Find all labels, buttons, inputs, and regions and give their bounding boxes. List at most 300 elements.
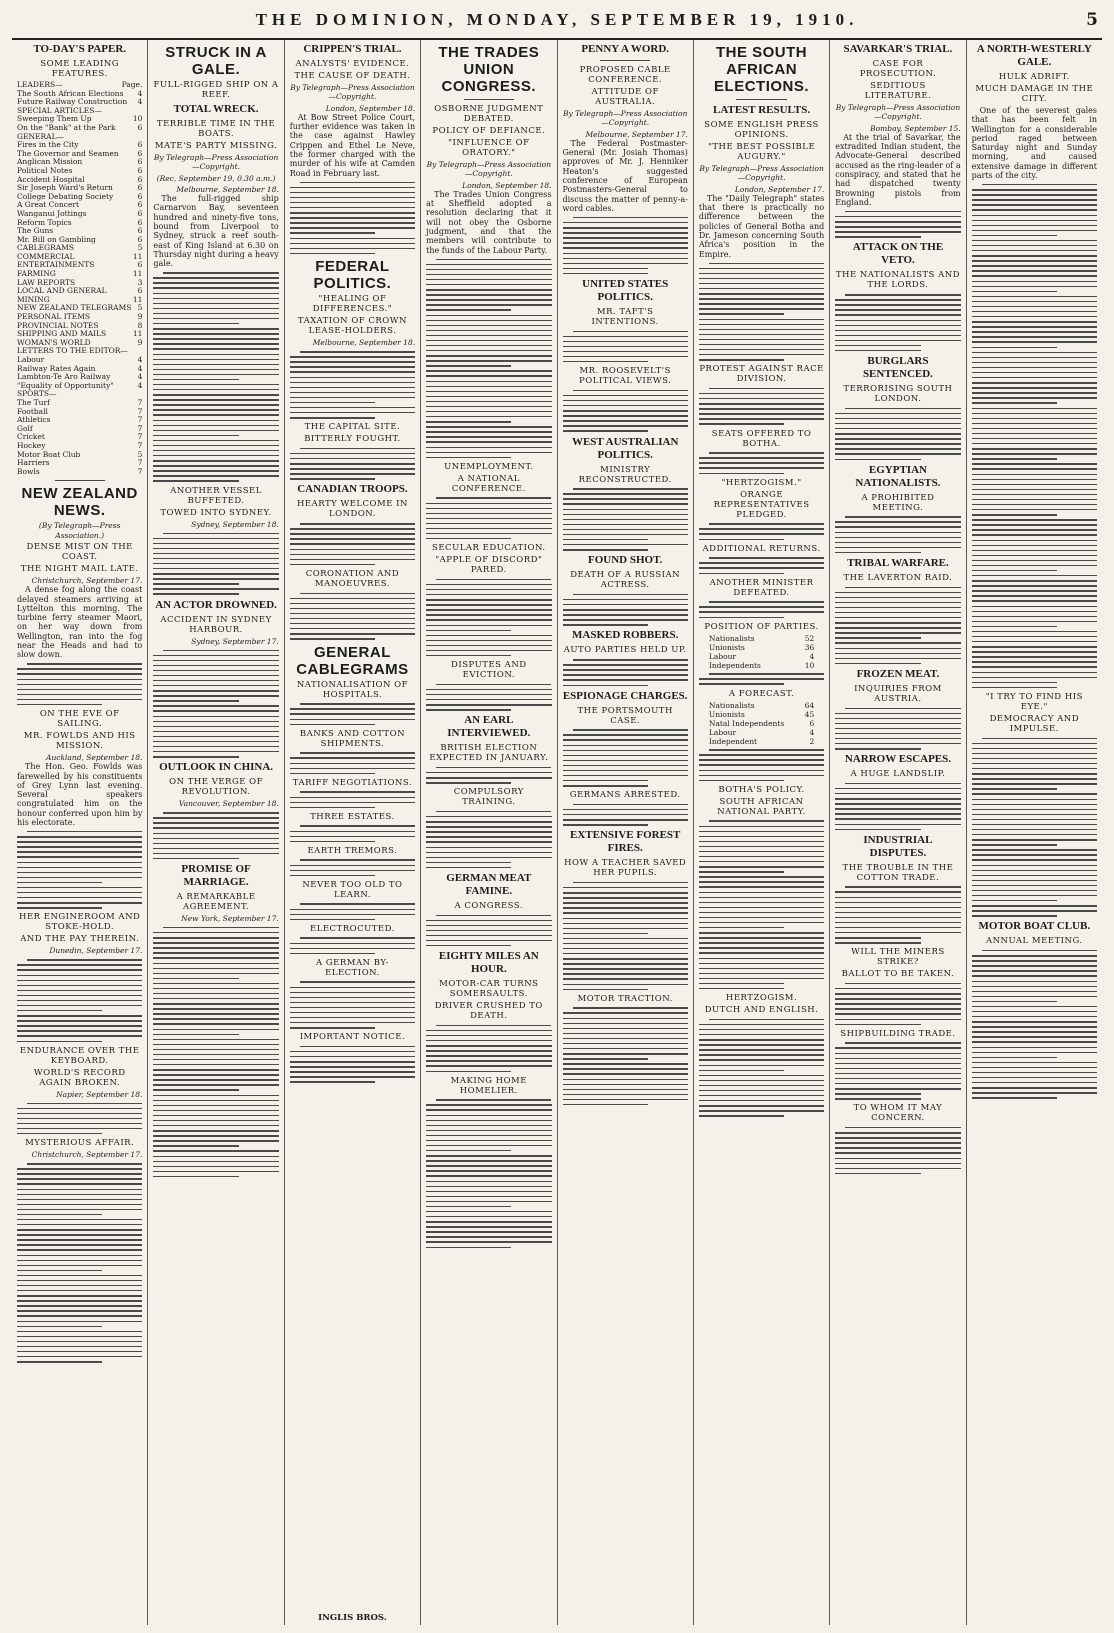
text-line <box>153 460 278 461</box>
text-line <box>699 528 824 529</box>
text-line <box>300 523 415 524</box>
text-line <box>972 194 1097 195</box>
text-line <box>835 824 960 825</box>
text-line <box>563 493 688 494</box>
nz-news-heading: NEW ZEALAND NEWS. <box>21 485 138 520</box>
text-line <box>563 361 648 362</box>
text-line <box>972 965 1097 966</box>
text-line <box>290 248 415 249</box>
sa-credit: By Telegraph—Press Association—Copyright. <box>699 164 824 183</box>
text-line <box>563 227 688 228</box>
text-line <box>426 528 551 529</box>
text-line <box>300 981 415 982</box>
text-line <box>845 1042 960 1043</box>
text-line <box>290 603 415 604</box>
text-line <box>972 590 1097 591</box>
text-line <box>835 547 960 548</box>
text-line <box>426 635 551 636</box>
text-line <box>153 1023 278 1024</box>
text-line <box>699 1095 824 1096</box>
text-line <box>426 841 551 842</box>
text-line <box>573 331 688 332</box>
text-line <box>699 988 784 989</box>
text-line <box>972 291 1057 292</box>
text-line <box>153 1125 278 1126</box>
text-line <box>699 273 824 274</box>
text-line <box>972 646 1097 647</box>
text-line <box>563 514 688 515</box>
text-line <box>972 595 1097 596</box>
text-line <box>426 315 551 316</box>
text-line <box>563 1038 688 1039</box>
marriage-sub: A REMARKABLE AGREEMENT. <box>176 892 256 912</box>
text-line <box>17 1321 142 1322</box>
text-line <box>972 560 1097 561</box>
text-line <box>972 215 1097 216</box>
text-line <box>972 433 1097 434</box>
text-line <box>563 679 688 680</box>
text-line <box>699 922 824 923</box>
index-page: 7 <box>137 423 143 433</box>
text-line <box>972 955 1097 956</box>
text-line <box>426 1170 551 1171</box>
text-line <box>426 1165 551 1166</box>
text-line <box>835 607 960 608</box>
text-line <box>153 705 278 706</box>
index-label: Sweeping Them Up <box>17 114 92 124</box>
robbers-heading: MASKED ROBBERS. <box>572 629 679 642</box>
text-line <box>972 616 1097 617</box>
never-heading: NEVER TOO OLD TO LEARN. <box>302 879 403 900</box>
text-line <box>563 887 688 888</box>
text-line <box>972 504 1097 505</box>
gale-heading: A NORTH-WESTERLY GALE. <box>976 43 1092 68</box>
text-line <box>290 187 415 188</box>
index-page: 6 <box>137 234 143 244</box>
text-line <box>426 355 551 356</box>
text-line <box>972 1011 1097 1012</box>
text-line <box>563 544 688 545</box>
osborne-heading: OSBORNE JUDGMENT DEBATED. <box>434 104 544 124</box>
text-line <box>153 593 238 594</box>
text-line <box>563 912 688 913</box>
text-line <box>972 768 1097 769</box>
text-line <box>699 278 824 279</box>
landslip-heading: A HUGE LANDSLIP. <box>850 769 946 780</box>
text-filler <box>699 388 824 425</box>
index-page: 5 <box>137 303 143 313</box>
text-line <box>153 741 278 742</box>
text-line <box>563 892 688 893</box>
text-line <box>699 1029 824 1030</box>
text-line <box>972 824 1097 825</box>
towed-heading: TOWED INTO SYDNEY. <box>160 507 272 518</box>
federal-heading: FEDERAL POLITICS. <box>313 258 392 293</box>
text-line <box>436 259 551 260</box>
text-line <box>699 413 824 414</box>
text-line <box>972 1072 1097 1073</box>
text-line <box>153 731 278 732</box>
text-line <box>972 514 1057 515</box>
text-line <box>972 773 1097 774</box>
text-line <box>563 1068 688 1069</box>
text-line <box>153 1140 278 1141</box>
text-line <box>290 1007 415 1008</box>
text-line <box>563 1104 648 1105</box>
text-line <box>835 713 960 714</box>
text-line <box>300 1046 415 1047</box>
text-line <box>699 1075 824 1076</box>
text-line <box>17 684 142 685</box>
ballot-heading: BALLOT TO BE TAKEN. <box>841 969 955 980</box>
text-line <box>972 778 1097 779</box>
text-line <box>709 263 824 264</box>
text-line <box>709 388 824 389</box>
text-line <box>153 932 278 933</box>
found-shot-heading: FOUND SHOT. <box>588 554 663 567</box>
text-line <box>699 897 824 898</box>
text-line <box>290 192 415 193</box>
text-line <box>426 1196 551 1197</box>
text-line <box>300 182 415 183</box>
text-line <box>563 614 688 615</box>
text-line <box>426 1201 551 1202</box>
text-line <box>835 1137 960 1138</box>
text-line <box>17 975 142 976</box>
text-line <box>972 524 1097 525</box>
index-label: The South African Elections <box>17 88 124 98</box>
text-line <box>972 235 1057 236</box>
text-line <box>290 356 415 357</box>
text-line <box>426 704 551 705</box>
index-label: PERSONAL ITEMS <box>17 312 91 322</box>
text-line <box>835 632 960 633</box>
text-line <box>972 316 1097 317</box>
text-line <box>972 849 1097 850</box>
text-line <box>27 959 142 960</box>
todays-paper-sub: SOME LEADING FEATURES. <box>40 59 120 79</box>
text-filler <box>699 557 824 574</box>
text-line <box>153 1018 278 1019</box>
conference-heading: A NATIONAL CONFERENCE. <box>451 473 526 494</box>
text-line <box>835 1098 920 1099</box>
text-line <box>845 516 960 517</box>
text-line <box>835 1063 960 1064</box>
text-line <box>835 1078 960 1079</box>
text-line <box>153 563 278 564</box>
text-line <box>845 783 960 784</box>
text-filler <box>153 272 278 482</box>
text-line <box>835 891 960 892</box>
text-line <box>835 325 960 326</box>
party-name: Independents <box>708 660 761 670</box>
text-line <box>972 960 1097 961</box>
mysterious-dateline: Christchurch, September 17. <box>31 1150 143 1160</box>
index-label: Golf <box>17 423 33 433</box>
text-line <box>972 1052 1097 1053</box>
text-line <box>153 323 238 324</box>
text-line <box>290 807 375 808</box>
text-line <box>972 392 1097 393</box>
party-seats: 10 <box>804 660 815 670</box>
text-line <box>563 780 648 781</box>
text-line <box>835 748 920 749</box>
text-line <box>17 1183 142 1184</box>
text-line <box>290 387 415 388</box>
index-label: FARMING <box>17 269 56 279</box>
index-label: SPECIAL ARTICLES— <box>17 105 102 115</box>
text-line <box>153 359 278 360</box>
disputes-heading: DISPUTES AND EVICTION. <box>451 660 527 681</box>
index-label: LEADERS— <box>17 80 63 89</box>
text-line <box>153 751 278 752</box>
text-line <box>153 1034 238 1035</box>
text-line <box>290 1066 415 1067</box>
text-line <box>17 1113 142 1114</box>
index-label: Lambton-Te Aro Railway <box>17 372 111 382</box>
text-line <box>153 420 278 421</box>
text-line <box>153 968 278 969</box>
text-line <box>153 414 278 415</box>
text-line <box>426 1181 551 1182</box>
text-line <box>153 298 278 299</box>
text-line <box>17 907 102 908</box>
text-line <box>972 458 1057 459</box>
cause-death-heading: THE CAUSE OF DEATH. <box>294 71 411 81</box>
index-label: Cricket <box>17 432 45 442</box>
text-line <box>153 348 278 349</box>
text-line <box>17 995 142 996</box>
text-line <box>563 405 688 406</box>
trades-text: The Trades Union Congress at Sheffield adopted a resolution declaring that it will not obey the Osborne judgment, and that the members will contribute to the funds of the Labour Party. <box>426 189 552 255</box>
text-line <box>835 798 960 799</box>
text-line <box>972 418 1097 419</box>
text-line <box>972 453 1097 454</box>
text-line <box>563 395 688 396</box>
index-label: Athletics <box>17 415 51 425</box>
text-line <box>17 1270 102 1271</box>
text-line <box>426 441 551 442</box>
table-row <box>699 701 824 710</box>
text-line <box>426 396 551 397</box>
text-line <box>290 1081 375 1082</box>
text-line <box>290 253 375 254</box>
text-line <box>17 1015 142 1016</box>
text-line <box>835 1073 960 1074</box>
text-line <box>563 968 688 969</box>
text-line <box>835 1019 960 1020</box>
text-line <box>563 669 688 670</box>
text-line <box>972 788 1057 789</box>
text-line <box>426 925 551 926</box>
text-line <box>153 578 278 579</box>
text-line <box>290 1076 415 1077</box>
motor-boat-heading: MOTOR BOAT CLUB. <box>978 920 1091 933</box>
index-page: 6 <box>137 148 143 158</box>
text-line <box>153 1013 278 1014</box>
text-line <box>835 1058 960 1059</box>
index-label: COMMERCIAL <box>17 251 75 261</box>
text-line <box>972 859 1097 860</box>
text-line <box>17 1305 142 1306</box>
text-filler <box>972 184 1097 688</box>
text-line <box>17 1326 102 1327</box>
text-line <box>290 943 415 944</box>
text-line <box>972 793 1097 794</box>
marriage-dateline: New York, September 17. <box>181 914 279 923</box>
text-line <box>17 1351 142 1352</box>
compulsory-heading: COMPULSORY TRAINING. <box>453 787 524 808</box>
text-line <box>563 599 688 600</box>
text-line <box>563 973 688 974</box>
text-line <box>699 678 824 679</box>
index-page: 11 <box>132 294 143 304</box>
text-filler <box>290 593 415 640</box>
text-line <box>290 538 415 539</box>
text-line <box>563 809 688 810</box>
text-line <box>426 857 551 858</box>
text-line <box>972 641 1097 642</box>
text-line <box>972 687 1057 688</box>
coronation-heading: CORONATION AND MANOEUVRES. <box>305 568 400 589</box>
text-line <box>699 912 824 913</box>
index-label: Mr. Bill on Gambling <box>17 234 96 244</box>
text-line <box>972 905 1097 906</box>
text-line <box>699 423 784 424</box>
text-line <box>972 362 1097 363</box>
text-line <box>426 365 511 366</box>
text-line <box>699 339 824 340</box>
text-line <box>17 1275 142 1276</box>
text-line <box>972 575 1097 576</box>
text-line <box>426 309 511 310</box>
text-line <box>972 550 1097 551</box>
text-filler <box>17 831 142 909</box>
text-line <box>426 1160 551 1161</box>
text-line <box>972 387 1097 388</box>
text-line <box>290 559 415 560</box>
index-label: "Equality of Opportunity" <box>17 380 114 390</box>
text-line <box>699 683 784 684</box>
text-line <box>699 775 824 776</box>
estates-heading: THREE ESTATES. <box>310 811 395 822</box>
text-line <box>153 993 278 994</box>
text-line <box>290 713 415 714</box>
text-line <box>573 882 688 883</box>
text-filler <box>563 882 688 990</box>
west-australian-heading: WEST AUSTRALIAN POLITICS. <box>571 435 679 461</box>
party-name: Unionists <box>708 642 745 652</box>
text-line <box>290 875 375 876</box>
index-page: 6 <box>137 200 143 210</box>
text-line <box>563 415 688 416</box>
actor-sub: ACCIDENT IN SYDNEY HARBOUR. <box>160 614 272 635</box>
earth-heading: EARTH TREMORS. <box>307 845 398 856</box>
text-line <box>426 1226 551 1227</box>
dense-mist-heading: DENSE MIST ON THE COAST. <box>26 541 133 562</box>
text-line <box>972 758 1097 759</box>
endurance-heading: ENDURANCE OVER THE KEYBOARD. <box>19 1045 140 1066</box>
column-7 <box>830 40 966 1625</box>
penny-credit: By Telegraph—Press Association—Copyright. <box>562 109 688 128</box>
text-line <box>290 227 415 228</box>
canadian-sub: HEARTY WELCOME IN LONDON. <box>296 499 408 520</box>
text-line <box>17 1331 142 1332</box>
text-line <box>426 457 511 458</box>
text-line <box>426 867 511 868</box>
text-line <box>426 330 551 331</box>
text-filler <box>699 820 824 989</box>
index-label: MINING <box>17 294 50 304</box>
text-line <box>563 1012 688 1013</box>
text-line <box>426 1135 551 1136</box>
text-line <box>835 1163 960 1164</box>
text-line <box>426 862 511 863</box>
text-line <box>972 1057 1057 1058</box>
index-page: 4 <box>137 380 143 390</box>
federal-dateline: Melbourne, September 18. <box>312 338 416 348</box>
text-line <box>17 1025 142 1026</box>
text-line <box>300 448 415 449</box>
text-filler <box>290 791 415 808</box>
text-line <box>563 503 688 504</box>
text-line <box>982 184 1097 185</box>
trades-union-heading: THE TRADES UNION CONGRESS. <box>438 44 540 95</box>
text-line <box>290 361 415 362</box>
text-line <box>153 721 278 722</box>
index-page: 6 <box>137 183 143 193</box>
text-line <box>17 867 142 868</box>
text-line <box>573 217 688 218</box>
traction-heading: MOTOR TRACTION. <box>577 993 673 1004</box>
text-line <box>426 416 551 417</box>
text-line <box>17 1010 102 1011</box>
election-heading: A GERMAN BY-ELECTION. <box>316 957 389 978</box>
unemployment-heading: UNEMPLOYMENT. <box>444 461 534 472</box>
text-line <box>426 340 551 341</box>
text-line <box>426 1191 551 1192</box>
text-line <box>426 289 551 290</box>
text-line <box>290 719 415 720</box>
sa-text: The "Daily Telegraph" states that there is practically no difference between the policies of General Botha and Dr. Jameson concerning South Africa's position in the Empire. <box>698 193 825 259</box>
text-line <box>290 463 415 464</box>
text-line <box>835 1132 960 1133</box>
index-label: The Guns <box>17 226 54 236</box>
text-line <box>17 1030 142 1031</box>
text-line <box>436 767 551 768</box>
text-line <box>835 818 960 819</box>
text-line <box>153 952 278 953</box>
miles-heading: EIGHTY MILES AN HOUR. <box>438 950 539 976</box>
text-line <box>699 462 824 463</box>
text-line <box>972 672 1097 673</box>
text-filler <box>563 804 688 826</box>
eve-sailing-heading: ON THE EVE OF SAILING. <box>39 708 120 729</box>
text-filler <box>835 211 960 238</box>
text-line <box>563 745 688 746</box>
text-line <box>17 985 142 986</box>
text-line <box>426 1140 551 1141</box>
text-line <box>835 1003 960 1004</box>
text-line <box>153 1039 278 1040</box>
text-line <box>835 808 960 809</box>
text-line <box>972 814 1097 815</box>
text-line <box>290 768 415 769</box>
index-page: 11 <box>132 251 143 261</box>
index-page: 7 <box>137 458 143 468</box>
text-line <box>153 1054 278 1055</box>
text-line <box>835 423 960 424</box>
